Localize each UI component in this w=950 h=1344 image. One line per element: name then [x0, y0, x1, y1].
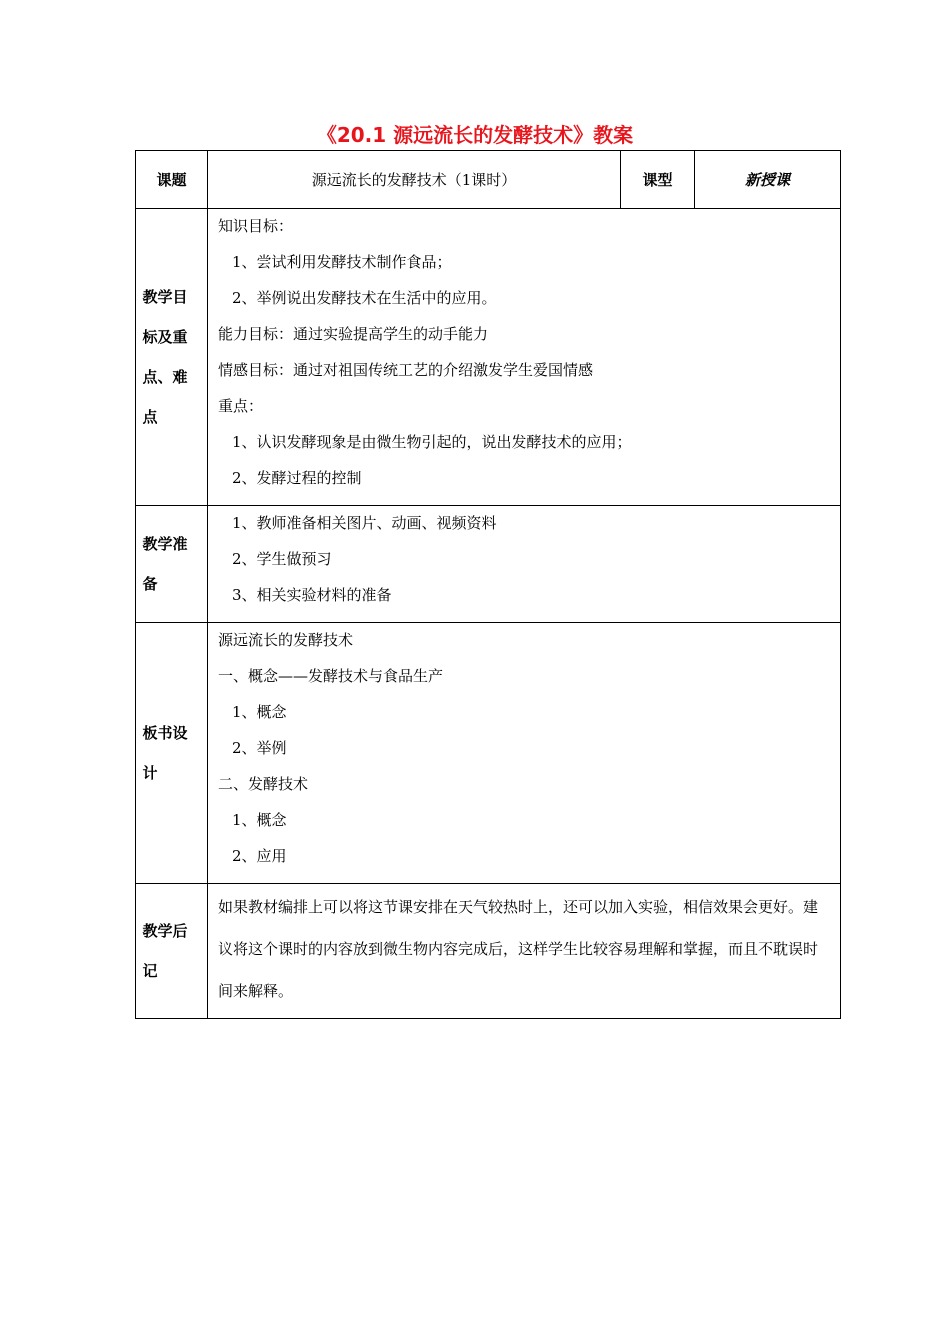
objectives-content	[208, 209, 841, 506]
reflection-content	[208, 884, 841, 1019]
objective-line: 重点：	[218, 397, 264, 415]
preparation-line: 1、教师准备相关图片、动画、视频资料	[232, 514, 497, 532]
objective-line: 2、举例说出发酵技术在生活中的应用。	[232, 289, 497, 307]
reflection-label: 教学后记	[136, 884, 208, 1019]
board-content	[208, 623, 841, 884]
objective-line: 1、认识发酵现象是由微生物引起的，说出发酵技术的应用；	[232, 433, 632, 451]
board-line: 1、概念	[232, 703, 287, 721]
board-line: 源远流长的发酵技术	[218, 631, 354, 649]
preparation-row	[136, 506, 841, 623]
board-row	[136, 623, 841, 884]
objective-line: 情感目标：通过对祖国传统工艺的介绍激发学生爱国情感	[218, 361, 594, 379]
objective-line: 知识目标：	[218, 217, 294, 235]
board-line: 2、举例	[232, 739, 287, 757]
preparation-content	[208, 506, 841, 623]
preparation-label: 教学准备	[136, 506, 208, 623]
lesson-plan-table	[135, 150, 841, 1019]
topic-label: 课题	[136, 151, 208, 209]
board-line: 2、应用	[232, 847, 287, 865]
objective-line: 2、发酵过程的控制	[232, 469, 362, 487]
preparation-line: 3、相关实验材料的准备	[232, 586, 392, 604]
topic-value: 源远流长的发酵技术（1课时）	[208, 151, 621, 209]
reflection-row	[136, 884, 841, 1019]
preparation-line: 2、学生做预习	[232, 550, 332, 568]
type-value: 新授课	[695, 151, 841, 209]
objectives-row	[136, 209, 841, 506]
board-line: 1、概念	[232, 811, 287, 829]
header-row	[136, 151, 841, 209]
document-title: 《20.1 源远流长的发酵技术》教案	[316, 123, 634, 147]
board-line: 一、概念——发酵技术与食品生产	[218, 667, 444, 685]
type-label: 课型	[621, 151, 695, 209]
objective-line: 1、尝试利用发酵技术制作食品；	[232, 253, 452, 271]
reflection-text: 如果教材编排上可以将这节课安排在天气较热时上，还可以加入实验，相信效果会更好。建议将这个课时的内容放到微生物内容完成后，这样学生比较容易理解和掌握，而且不耽误时间来解释。	[218, 898, 819, 1000]
objective-line: 能力目标：通过实验提高学生的动手能力	[218, 325, 489, 343]
board-line: 二、发酵技术	[218, 775, 309, 793]
objectives-label: 教学目标及重点、难点	[136, 209, 208, 506]
board-label: 板书设计	[136, 623, 208, 884]
